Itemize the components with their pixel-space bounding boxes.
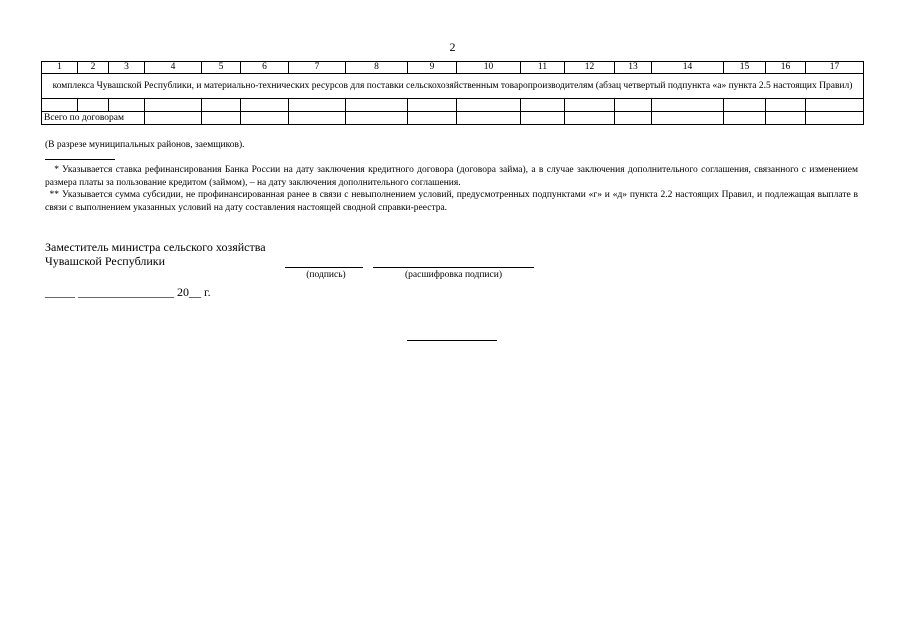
table-cell — [408, 99, 457, 112]
footnote-marker: ** — [49, 190, 59, 200]
total-label: Всего по договорам — [42, 112, 145, 125]
column-number: 11 — [521, 62, 565, 74]
table-cell — [289, 99, 346, 112]
signatory-position-line1: Заместитель министра сельского хозяйства — [45, 240, 266, 254]
table-row — [42, 99, 864, 112]
table-cell — [109, 99, 145, 112]
table-cell — [806, 112, 864, 125]
footnote-text: Указывается сумма субсидии, не профинансированная ранее в связи с невыполнением условий, предусмотренных подпунктами «г» и «д» пункта 2.2 настоящих Правил, и подлежащая выплате в связи с выполнением указанных условий на дату составления настоящей сводной справки-реестра. — [45, 190, 858, 213]
table-cell — [652, 112, 724, 125]
column-number: 2 — [78, 62, 109, 74]
page-number: 2 — [449, 40, 456, 54]
column-number: 14 — [652, 62, 724, 74]
table-cell — [145, 112, 202, 125]
signature-caption: (подпись) — [306, 270, 346, 280]
table-cell — [565, 112, 615, 125]
section-row — [42, 74, 864, 99]
date-line: _____ ________________ 20__ г. — [45, 285, 211, 299]
table-cell — [615, 99, 652, 112]
signature-line — [285, 267, 363, 268]
section-heading: комплекса Чувашской Республики, и материально-технических ресурсов для поставки сельскохозяйственным товаропроизводителям (абзац четвертый подпункта «а» пункта 2.5 настоящих Правил) — [42, 74, 864, 99]
signatory-position-line2: Чувашской Республики — [45, 254, 166, 268]
footnote-marker: * — [54, 165, 59, 175]
table-cell — [806, 99, 864, 112]
table-cell — [42, 99, 78, 112]
column-number: 7 — [289, 62, 346, 74]
table-cell — [346, 99, 408, 112]
table-cell — [615, 112, 652, 125]
table-cell — [202, 112, 241, 125]
table-cell — [346, 112, 408, 125]
table-cell — [724, 112, 766, 125]
table-cell — [202, 99, 241, 112]
column-number: 17 — [806, 62, 864, 74]
column-number: 12 — [565, 62, 615, 74]
table-cell — [521, 99, 565, 112]
column-number: 10 — [457, 62, 521, 74]
table-cell — [241, 112, 289, 125]
column-number: 3 — [109, 62, 145, 74]
column-number: 15 — [724, 62, 766, 74]
column-number-row — [42, 62, 864, 74]
table-cell — [724, 99, 766, 112]
total-row — [42, 112, 864, 125]
table-cell — [521, 112, 565, 125]
table-cell — [241, 99, 289, 112]
column-number: 5 — [202, 62, 241, 74]
footnote-2 — [45, 189, 858, 214]
table-cell — [408, 112, 457, 125]
column-number: 16 — [766, 62, 806, 74]
end-separator-line — [407, 340, 497, 341]
table-cell — [652, 99, 724, 112]
table-cell — [565, 99, 615, 112]
column-number: 6 — [241, 62, 289, 74]
table-cell — [289, 112, 346, 125]
footnote-separator — [45, 159, 115, 160]
registry-table — [41, 61, 864, 125]
column-number: 9 — [408, 62, 457, 74]
table-cell — [766, 99, 806, 112]
table-cell — [457, 99, 521, 112]
signature-decoding-caption: (расшифровка подписи) — [405, 270, 502, 280]
signature-decoding-line — [373, 267, 534, 268]
footnote-text: Указывается ставка рефинансирования Банка России на дату заключения кредитного договора (договора займа), а в случае заключения дополнительного соглашения, связанного с изменением размера платы за пользование кредитом (займом), – на дату заключения дополнительного соглашения. — [45, 165, 858, 188]
table-cell — [766, 112, 806, 125]
table-cell — [145, 99, 202, 112]
column-number: 1 — [42, 62, 78, 74]
table-cell — [457, 112, 521, 125]
column-number: 13 — [615, 62, 652, 74]
footnote-1 — [45, 164, 858, 189]
table-cell — [78, 99, 109, 112]
column-number: 8 — [346, 62, 408, 74]
breakdown-note: (В разрезе муниципальных районов, заемщиков). — [45, 140, 245, 150]
column-number: 4 — [145, 62, 202, 74]
